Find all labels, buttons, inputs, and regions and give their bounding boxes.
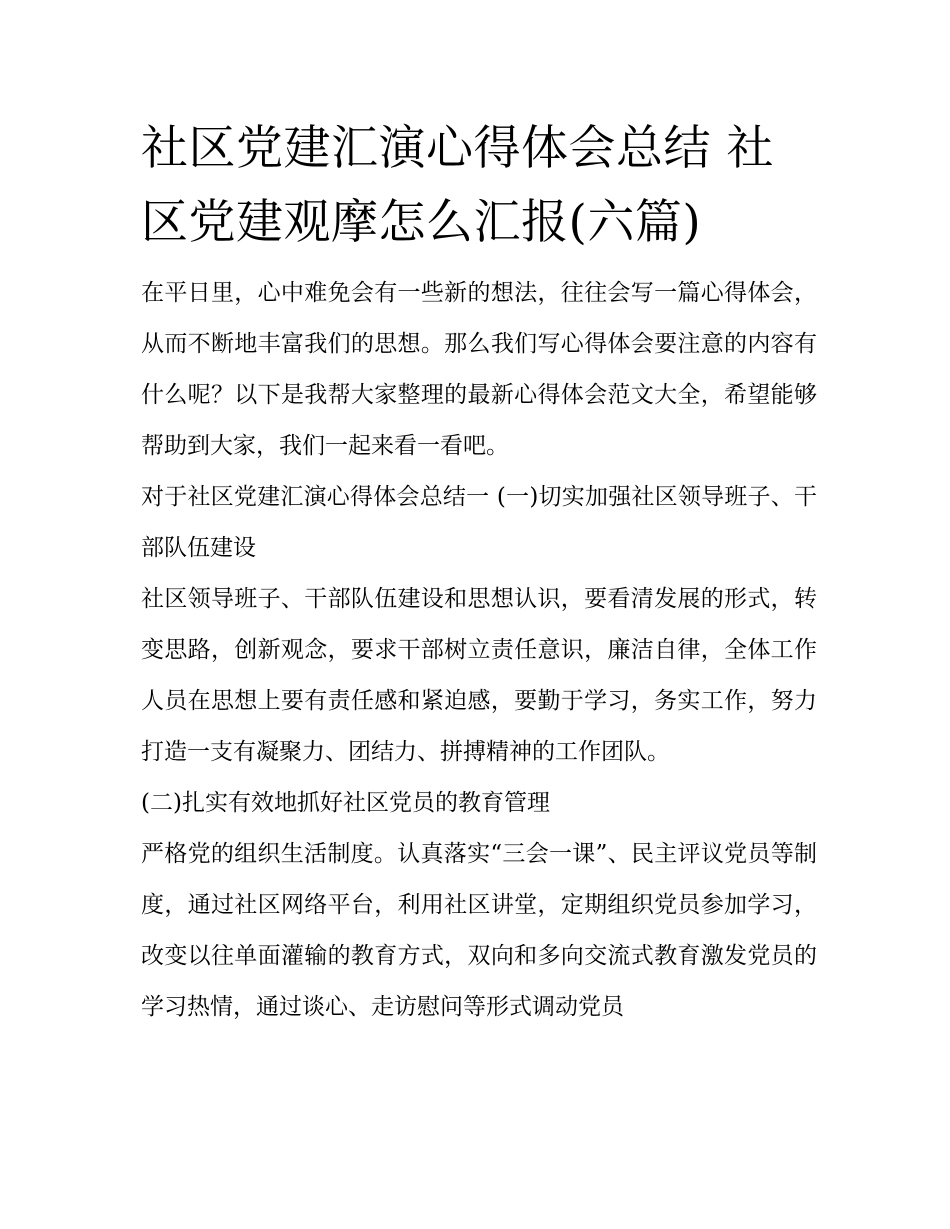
paragraph-intro: 在平日里，心中难免会有一些新的想法，往往会写一篇心得体会，从而不断地丰富我们的思想。那么我们写心得体会要注意的内容有什么呢？以下是我帮大家整理的最新心得体会范文大全，希望能够帮助到大家，我们一起来看一看吧。 xyxy=(141,280,817,459)
title-block xyxy=(141,112,817,260)
document-title: 社区党建汇演心得体会总结 社区党建观摩怎么汇报(六篇) xyxy=(141,121,774,250)
paragraph-section-1-body: 社区领导班子、干部队伍建设和思想认识，要看清发展的形式，转变思路，创新观念，要求干部树立责任意识，廉洁自律，全体工作人员在思想上要有责任感和紧迫感，要勤于学习，务实工作，努力打造一支有凝聚力、团结力、拼搏精神的工作团队。 xyxy=(141,586,817,765)
paragraph-section-1-heading: 对于社区党建汇演心得体会总结一 (一)切实加强社区领导班子、干部队伍建设 xyxy=(141,484,817,561)
paragraph-section-2-body: 严格党的组织生活制度。认真落实“三会一课”、民主评议党员等制度，通过社区网络平台，利用社区讲堂，定期组织党员参加学习，改变以往单面灌输的教育方式，双向和多向交流式教育激发党员的学习热情，通过谈心、走访慰问等形式调动党员 xyxy=(141,841,817,1020)
document-body xyxy=(141,112,817,1033)
paragraph-section-2-heading: (二)扎实有效地抓好社区党员的教育管理 xyxy=(141,790,550,816)
